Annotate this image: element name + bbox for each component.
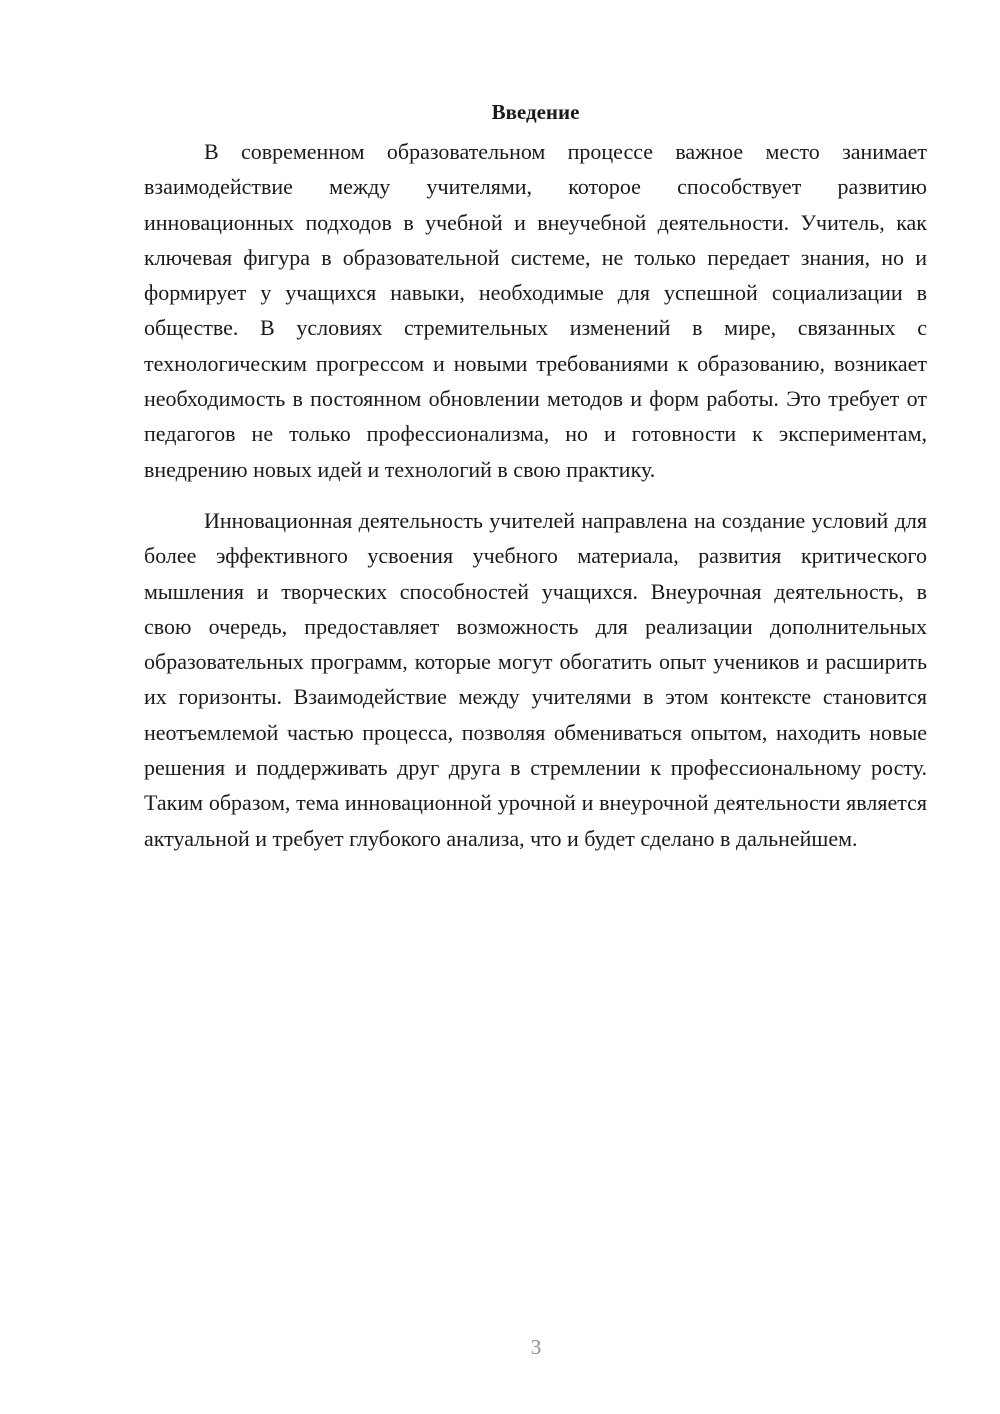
paragraph-innovation: Инновационная деятельность учителей направлена на создание условий для более эффективного усвоения учебного материала, развития критического мышления и творческих способностей учащихся. Внеурочная деятельность, в свою очередь, предоставляет возможность для реализации дополнительных образовательных программ, которые могут обогатить опыт учеников и расширить их горизонты. Взаимодействие между учителями в этом контексте становится неотъемлемой частью процесса, позволяя обмениваться опытом, находить новые решения и поддерживать друг друга в стремлении к профессиональному росту. Таким образом, тема инновационной урочной и внеурочной деятельности является актуальной и требует глубокого анализа, что и будет сделано в дальнейшем.	[144, 507, 927, 851]
section-heading: Введение	[491, 100, 580, 124]
paragraph-intro: В современном образовательном процессе важное место занимает взаимодействие между учителями, которое способствует развитию инновационных подходов в учебной и внеучебной деятельности. Учитель, как ключевая фигура в образовательной системе, не только передает знания, но и формирует у учащихся навыки, необходимые для успешной социализации в обществе. В условиях стремительных изменений в мире, связанных с технологическим прогрессом и новыми требованиями к образованию, возникает необходимость в постоянном обновлении методов и форм работы. Это требует от педагогов не только профессионализма, но и готовности к экспериментам, внедрению новых идей и технологий в свою практику.	[144, 139, 927, 482]
page-content	[144, 92, 927, 856]
page-number: 3	[530, 1335, 542, 1359]
